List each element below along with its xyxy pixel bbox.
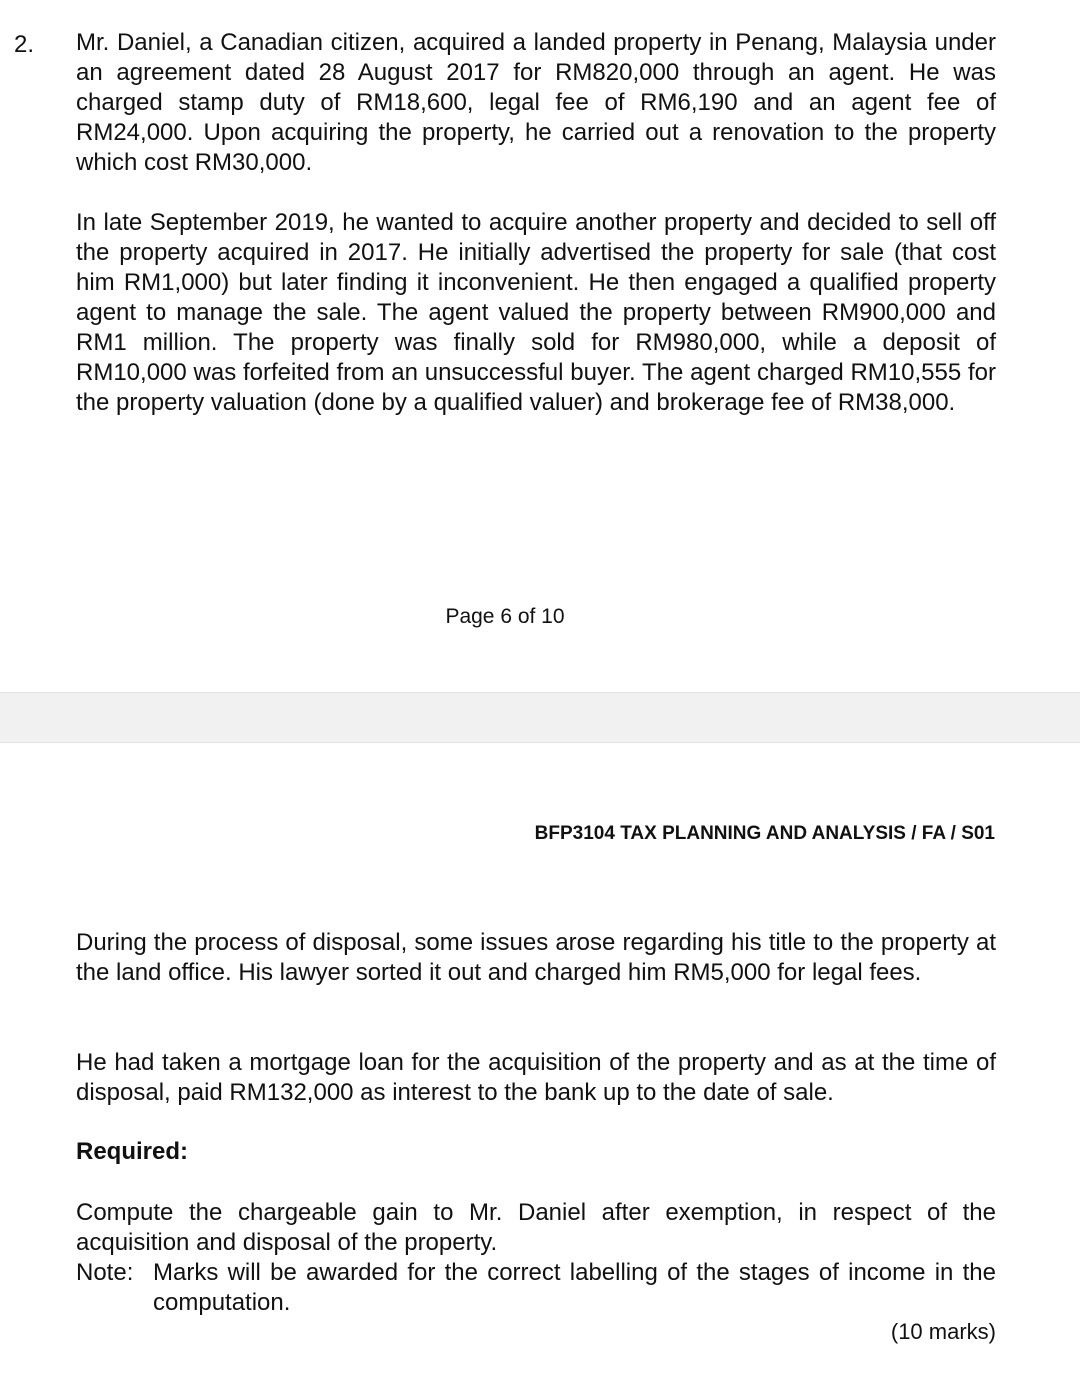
required-heading: Required: xyxy=(76,1138,189,1165)
question-paragraph-mortgage: He had taken a mortgage loan for the acquisition of the property and as at the time of disposal, paid RM132,000 as interest to the bank up to the date of sale. xyxy=(76,1049,996,1106)
page-number: Page 6 of 10 xyxy=(445,605,565,628)
question-paragraph-legal-fees: During the process of disposal, some issues arose regarding his title to the property at the land office. His lawyer sorted it out and charged him RM5,000 for legal fees. xyxy=(76,929,996,986)
question-paragraph-acquisition: Mr. Daniel, a Canadian citizen, acquired a landed property in Penang, Malaysia under an agreement dated 28 August 2017 for RM820,000 through an agent. He was charged stamp duty of RM18,600, legal fee of RM6,190 and an agent fee of RM24,000. Upon acquiring the property, he carried out a renovation to the property which cost RM30,000. xyxy=(76,29,996,176)
course-header: BFP3104 TAX PLANNING AND ANALYSIS / FA / S01 xyxy=(534,823,995,844)
document-page-6 xyxy=(0,0,1080,692)
question-number: 2. xyxy=(14,31,35,58)
document-page-7 xyxy=(0,743,1080,1393)
note-label: Note: xyxy=(76,1259,134,1286)
question-paragraph-disposal: In late September 2019, he wanted to acquire another property and decided to sell off the property acquired in 2017. He initially advertised the property for sale (that cost him RM1,000) but later finding it inconvenient. He then engaged a qualified property agent to manage the sale. The agent valued the property between RM900,000 and RM1 million. The property was finally sold for RM980,000, while a deposit of RM10,000 was forfeited from an unsuccessful buyer. The agent charged RM10,555 for the property valuation (done by a qualified valuer) and brokerage fee of RM38,000. xyxy=(76,209,996,416)
required-text: Compute the chargeable gain to Mr. Daniel after exemption, in respect of the acquisition and disposal of the property. xyxy=(76,1199,996,1256)
page-separator xyxy=(0,692,1080,743)
note-text: Marks will be awarded for the correct labelling of the stages of income in the computation. xyxy=(153,1259,996,1316)
note xyxy=(76,1258,996,1318)
marks-allocation: (10 marks) xyxy=(890,1319,996,1344)
